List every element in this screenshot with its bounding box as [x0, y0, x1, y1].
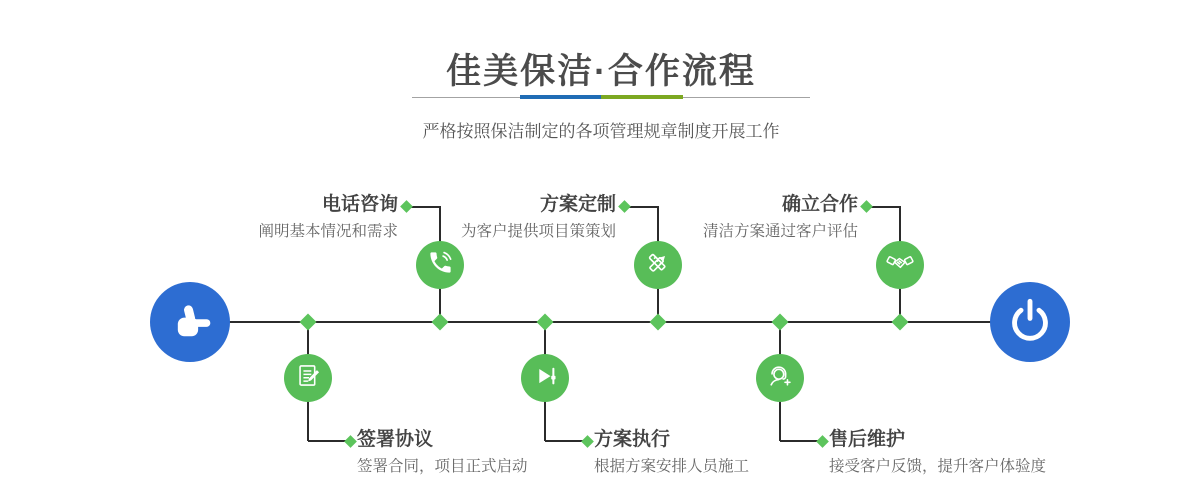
- step-plan-design: [461, 193, 616, 242]
- step-title: 方案执行: [594, 429, 671, 450]
- step-desc: 清洁方案通过客户评估: [702, 223, 858, 240]
- step-title: 签署协议: [357, 429, 434, 450]
- step-after-sales: [829, 428, 1046, 477]
- step-title: 售后维护: [829, 429, 906, 450]
- label-diamond: [860, 200, 873, 213]
- page-title: 佳美保洁·合作流程: [446, 52, 756, 91]
- timeline-junction-diamond: [772, 314, 789, 331]
- label-diamond: [581, 435, 594, 448]
- step-desc: 签署合同，项目正式启动: [357, 458, 528, 475]
- step-desc: 为客户提供项目策策划: [460, 223, 616, 240]
- step-sign-agreement: [357, 428, 528, 477]
- title-divider-blue-segment: [520, 95, 601, 99]
- label-diamond: [344, 435, 357, 448]
- step-title: 电话咨询: [321, 194, 398, 215]
- power-icon: [1004, 294, 1056, 351]
- step-desc: 根据方案安排人员施工: [594, 458, 750, 475]
- phone-icon: [427, 249, 454, 281]
- step-node-establish-cooperation: [876, 241, 924, 289]
- step-node-after-sales: [756, 354, 804, 402]
- play-execute-icon: [532, 362, 559, 394]
- timeline-junction-diamond: [300, 314, 317, 331]
- handshake-icon: [886, 249, 914, 282]
- timeline-junction-diamond: [537, 314, 554, 331]
- step-title: 确立合作: [781, 194, 858, 215]
- label-diamond: [400, 200, 413, 213]
- step-establish-cooperation: [703, 193, 858, 242]
- timeline-junction-diamond: [650, 314, 667, 331]
- step-node-plan-design: [634, 241, 682, 289]
- step-plan-execute: [594, 428, 749, 477]
- title-divider-green-segment: [601, 95, 683, 99]
- step-node-plan-execute: [521, 354, 569, 402]
- step-node-sign-agreement: [284, 354, 332, 402]
- sign-document-icon: [295, 362, 322, 394]
- connector-line: [545, 440, 583, 442]
- timeline-junction-diamond: [892, 314, 909, 331]
- pencil-ruler-icon: [644, 249, 672, 282]
- label-diamond: [618, 200, 631, 213]
- step-title: 方案定制: [539, 194, 616, 215]
- customer-service-icon: [766, 362, 794, 395]
- step-phone-consult: [258, 193, 398, 242]
- step-desc: 阐明基本情况和需求: [258, 223, 398, 240]
- page-subtitle: 严格按照保洁制定的各项管理规章制度开展工作: [422, 122, 780, 141]
- timeline-junction-diamond: [432, 314, 449, 331]
- step-desc: 接受客户反馈，提升客户体验度: [829, 458, 1047, 475]
- connector-line: [780, 440, 818, 442]
- pointing-hand-icon: [164, 294, 216, 351]
- timeline-start-node: [150, 282, 230, 362]
- connector-line: [308, 440, 346, 442]
- label-diamond: [816, 435, 829, 448]
- timeline-end-node: [990, 282, 1070, 362]
- step-node-phone-consult: [416, 241, 464, 289]
